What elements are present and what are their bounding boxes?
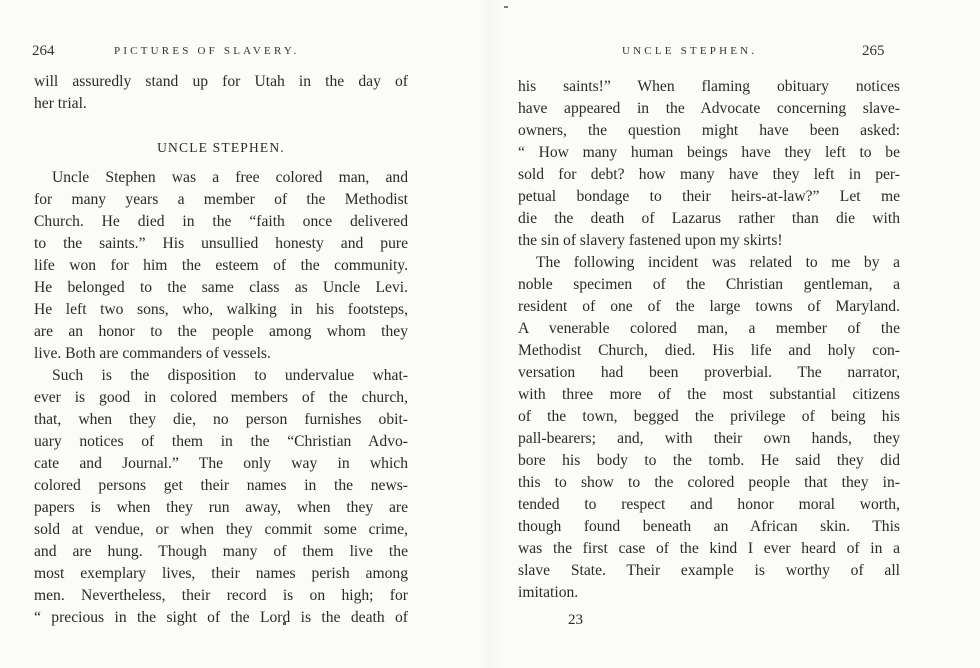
text-line: petual bondage to their heirs-at-law?” Let me — [518, 188, 900, 205]
text-line: slave State. Their example is worthy of all — [518, 562, 900, 579]
text-line: bore his body to the tomb. He said they did — [518, 452, 900, 469]
text-line: for many years a member of the Methodist — [34, 191, 408, 208]
text-line: that, when they die, no person furnishes obit- — [34, 411, 408, 428]
text-line: He belonged to the same class as Uncle Levi. — [34, 279, 408, 296]
text-line: his saints!” When flaming obituary notices — [518, 78, 900, 95]
text-line: with three more of the most substantial citizens — [518, 386, 900, 403]
text-line: ever is good in colored members of the church, — [34, 389, 408, 406]
text-line: die the death of Lazarus rather than die with — [518, 210, 900, 227]
paragraph — [518, 252, 900, 604]
text-line: tended to respect and honor moral worth, — [518, 496, 900, 513]
text-line: imitation. — [518, 584, 579, 601]
text-line: of the town, begged the privilege of being his — [518, 408, 900, 425]
text-line: colored persons get their names in the news- — [34, 477, 408, 494]
text-line: and are hung. Though many of them live the — [34, 543, 408, 560]
right-running-head — [616, 43, 980, 63]
text-line: A venerable colored man, a member of the — [518, 320, 900, 337]
text-line: will assuredly stand up for Utah in the day of — [34, 73, 408, 90]
paragraph — [518, 76, 900, 252]
text-line: though found beneath an African skin. This — [518, 518, 900, 535]
text-line: her trial. — [34, 95, 87, 112]
text-line: owners, the question might have been asked: — [518, 122, 900, 139]
text-line: Uncle Stephen was a free colored man, and — [52, 169, 408, 186]
text-line: to the saints.” His unsullied honesty and pure — [34, 235, 408, 252]
text-line: was the first case of the kind I ever heard of in a — [518, 540, 900, 557]
text-line: He left two sons, who, walking in his footsteps, — [34, 301, 408, 318]
signature-mark: 23 — [568, 612, 583, 628]
text-line: are an honor to the people among whom they — [34, 323, 408, 340]
text-line: versation had been proverbial. The narrator, — [518, 364, 900, 381]
text-line: uary notices of them in the “Christian Advo- — [34, 433, 408, 450]
text-line: life won for him the esteem of the community. — [34, 257, 408, 274]
text-line: papers is when they run away, when they are — [34, 499, 408, 516]
left-page-text — [34, 71, 408, 629]
right-page-number: 265 — [862, 43, 885, 59]
left-running-title: PICTURES OF SLAVERY. — [114, 45, 300, 57]
text-line: noble specimen of the Christian gentleman, a — [518, 276, 900, 293]
text-line: Methodist Church, died. His life and holy con- — [518, 342, 900, 359]
right-page — [490, 0, 980, 668]
text-line: The following incident was related to me by a — [536, 254, 900, 271]
text-line: “ precious in the sight of the Lord is the death of — [34, 609, 408, 626]
left-running-head — [32, 43, 452, 63]
text-line: most exemplary lives, their names perish among — [34, 565, 408, 582]
text-line: live. Both are commanders of vessels. — [34, 345, 271, 362]
left-page-number: 264 — [32, 43, 55, 59]
text-line: the sin of slavery fastened upon my skirts! — [518, 232, 783, 249]
text-line: “ How many human beings have they left to be — [518, 144, 900, 161]
text-line: Church. He died in the “faith once delivered — [34, 213, 408, 230]
paragraph — [34, 167, 408, 365]
text-line: sold for debt? how many have they left in per- — [518, 166, 900, 183]
lead-block — [34, 71, 408, 115]
text-line: have appeared in the Advocate concerning slave- — [518, 100, 900, 117]
section-heading: UNCLE STEPHEN. — [157, 140, 285, 155]
text-line: sold at vendue, or when they commit some crime, — [34, 521, 408, 538]
text-line: Such is the disposition to undervalue what- — [52, 367, 408, 384]
paragraph — [34, 365, 408, 629]
text-line: resident of one of the large towns of Maryland. — [518, 298, 900, 315]
right-running-title: UNCLE STEPHEN. — [622, 45, 758, 57]
text-line: men. Nevertheless, their record is on high; for — [34, 587, 408, 604]
text-line: this to show to the colored people that they in- — [518, 474, 900, 491]
right-page-text — [518, 76, 900, 604]
text-line: pall-bearers; and, with their own hands, they — [518, 430, 900, 447]
text-line: cate and Journal.” The only way in which — [34, 455, 408, 472]
